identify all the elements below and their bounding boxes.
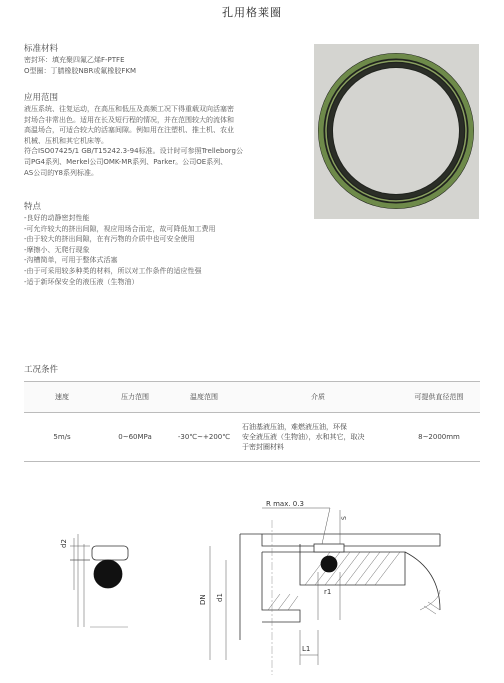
- label-r1: r1: [324, 588, 332, 596]
- conditions-heading: 工况条件: [24, 365, 59, 375]
- technical-drawing: [0, 490, 504, 683]
- material-line: O型圈：丁腈橡胶NBR或氟橡胶FKM: [24, 66, 137, 75]
- column-header: 介质: [238, 382, 398, 413]
- label-r-max: R max. 0.3: [266, 500, 304, 508]
- feature-item: -可允许较大的挤出间隙，视应用场合而定，故可降低加工费用: [24, 224, 216, 233]
- medium-cell: [238, 413, 398, 462]
- feature-item: -适于新环保安全的液压液（生物油）: [24, 277, 139, 286]
- product-photo: [314, 44, 479, 219]
- application-line: 符合ISO07425/1 GB/T15242.3-94标准。设计时可参照Trelleborg公: [24, 147, 243, 156]
- application-line: 高温场合，可适合较大的活塞间隙。例如用在注塑机、推土机、农业: [24, 126, 234, 135]
- application-line: 司PG4系列、Merkel公司OMK-MR系列、Parker。公司OE系列、: [24, 157, 228, 166]
- assembly-drawing: [199, 500, 440, 675]
- page-title: 孔用格莱圈: [222, 6, 282, 19]
- material-line: 密封环：填充聚四氟乙烯F-PTFE: [24, 56, 125, 64]
- seal-ring-profile: [92, 546, 128, 560]
- ring-center: [333, 68, 459, 194]
- feature-item: -由于较大的挤出间隙，在有污物的介质中也可安全使用: [24, 235, 195, 244]
- label-s: S: [341, 516, 348, 520]
- diameter-cell: 8~2000mm: [398, 413, 480, 462]
- medium-line: 石油基液压油，难燃液压油，环保: [242, 423, 347, 431]
- seal-cross-section: [60, 534, 128, 627]
- medium-line: 安全液压液（生物油），水和其它，取决: [242, 433, 365, 441]
- pressure-cell: 0~60MPa: [100, 413, 170, 462]
- column-header: 温度范围: [170, 382, 238, 413]
- column-header: 可提供直径范围: [398, 382, 480, 413]
- standard-material-heading: 标准材料: [24, 44, 59, 54]
- application-line: 液压系统、往复运动，在高压和低压及高频工况下得重载双向活塞密: [24, 105, 234, 113]
- feature-item: -摩擦小、无爬行现象: [24, 245, 90, 254]
- temperature-cell: -30℃~+200℃: [170, 413, 238, 462]
- standard-material-text: [24, 55, 136, 76]
- label-l1: L1: [302, 645, 311, 653]
- features-list: [24, 213, 216, 287]
- label-d2: d2: [60, 539, 68, 548]
- conditions-table: [24, 381, 480, 462]
- column-header: 速度: [24, 382, 100, 413]
- speed-cell: 5m/s: [24, 413, 100, 462]
- feature-item: -沟槽简单，可用于整体式活塞: [24, 256, 118, 265]
- application-text: [24, 104, 243, 178]
- o-ring-profile: [94, 560, 122, 588]
- column-header: 压力范围: [100, 382, 170, 413]
- application-heading: 应用范围: [24, 93, 59, 103]
- features-heading: 特点: [24, 202, 42, 212]
- label-dn: DN: [199, 594, 207, 605]
- application-line: 机械、压机和其它机床等。: [24, 136, 108, 145]
- table-row: [24, 413, 480, 462]
- label-d1: d1: [216, 593, 224, 602]
- feature-item: -由于可采用较多种类的材料，所以对工作条件的适应性强: [24, 266, 202, 275]
- o-ring-in-groove: [321, 556, 337, 572]
- application-line: 封场合非常出色。适用在长及短行程的情况，并在范围较大的流体和: [24, 115, 234, 124]
- feature-item: -良好的动静密封性能: [24, 214, 90, 222]
- application-line: AS公司的Y8系列标准。: [24, 168, 98, 177]
- medium-line: 于密封圈材料: [242, 443, 284, 451]
- seal-ring-image: [314, 44, 479, 219]
